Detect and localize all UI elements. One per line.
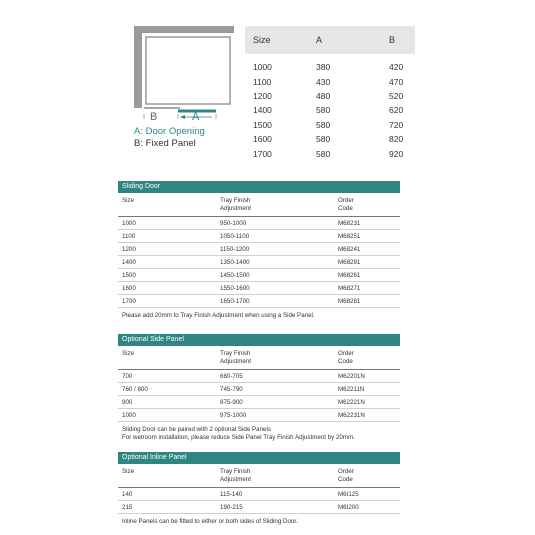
table-row: [118, 256, 400, 269]
table-cell: 420: [389, 62, 404, 73]
shower-tray: [146, 37, 230, 104]
table-cell: 900: [122, 398, 133, 406]
table-cell: 760 / 800: [122, 385, 148, 393]
table-row: [118, 243, 400, 256]
table-cell: 1700: [122, 297, 136, 305]
table-cell: M68251: [338, 232, 361, 240]
table-row: [118, 488, 400, 501]
note-line: For wetroom installation, please reduce Side Panel Tray Finish Adjustment by 20mm.: [122, 434, 355, 441]
section-title: Sliding Door: [118, 181, 400, 193]
table-cell: 875-900: [220, 398, 243, 406]
table-row: [245, 118, 415, 132]
section-title: Optional Inline Panel: [118, 452, 400, 464]
table-cell: 430: [316, 76, 331, 87]
table-body: [118, 370, 400, 422]
table-cell: 720: [389, 119, 404, 130]
column-header: B: [389, 35, 396, 45]
table-row: [118, 295, 400, 308]
table-cell: 1100: [122, 232, 136, 240]
table-cell: 745-790: [220, 385, 243, 393]
column-headers: [118, 464, 400, 488]
table-cell: 950-1000: [220, 219, 247, 227]
shower-diagram: [120, 22, 240, 152]
label-b: B: [150, 111, 158, 123]
table-cell: 1200: [253, 90, 272, 101]
column-headers: [118, 193, 400, 217]
table-row: [118, 282, 400, 295]
table-row: [118, 501, 400, 514]
table-cell: 580: [316, 134, 331, 145]
enclosure-drawing: [120, 22, 240, 152]
table-cell: 480: [316, 90, 331, 101]
table-row: [118, 409, 400, 422]
arrow-head-icon: [180, 115, 185, 119]
table-cell: 1600: [122, 284, 136, 292]
table-cell: 1100: [253, 76, 272, 87]
table-cell: 1500: [253, 119, 272, 130]
table-cell: M68261: [338, 271, 361, 279]
table-cell: 380: [316, 62, 331, 73]
table-cell: 1550-1600: [220, 284, 250, 292]
table-cell: 1350-1400: [220, 258, 250, 266]
table-cell: M68231: [338, 219, 361, 227]
table-cell: 1000: [253, 62, 272, 73]
label-a: A: [192, 111, 200, 123]
sliding-door-table: [118, 181, 400, 320]
table-cell: 215: [122, 503, 133, 511]
table-cell: 470: [389, 76, 404, 87]
back-wall: [134, 26, 234, 33]
table-row: [245, 146, 415, 160]
table-cell: 580: [316, 119, 331, 130]
table-cell: 1050-1100: [220, 232, 250, 240]
table-cell: M62231N: [338, 411, 365, 419]
table-row: [245, 74, 415, 88]
column-header: Size: [122, 468, 135, 475]
legend-door-opening: A: Door Opening: [134, 126, 205, 137]
column-header: Order Code: [338, 350, 354, 365]
inline-panel-table: [118, 452, 400, 526]
table-cell: M68241: [338, 245, 361, 253]
table-body: [118, 217, 400, 308]
table-cell: 1700: [253, 148, 272, 159]
table-cell: 580: [316, 148, 331, 159]
table-notes: [118, 422, 400, 442]
column-header: Size: [253, 35, 271, 45]
table-row: [245, 103, 415, 117]
table-cell: 1400: [122, 258, 136, 266]
table-cell: 140: [122, 490, 133, 498]
table-notes: [118, 514, 400, 526]
column-headers: [118, 346, 400, 370]
table-cell: 1000: [122, 219, 136, 227]
table-row: [245, 89, 415, 103]
column-header: Size: [122, 350, 135, 357]
table-cell: 1400: [253, 105, 272, 116]
table-cell: 1600: [253, 134, 272, 145]
table-notes: [118, 308, 400, 320]
dimensions-header: [245, 26, 415, 54]
column-header: Size: [122, 197, 135, 204]
column-header: Order Code: [338, 468, 354, 483]
note-line: Inline Panels can be fitted to either or both sides of Sliding Door.: [122, 518, 298, 525]
table-row: [245, 60, 415, 74]
table-cell: 115-140: [220, 490, 243, 498]
table-cell: 1200: [122, 245, 136, 253]
table-cell: 580: [316, 105, 331, 116]
table-cell: M6I125: [338, 490, 359, 498]
dimensions-rows: [245, 60, 415, 161]
table-cell: 920: [389, 148, 404, 159]
table-cell: M68291: [338, 258, 361, 266]
table-cell: 520: [389, 90, 404, 101]
column-header: Tray Finish Adjustment: [220, 468, 251, 483]
table-cell: M68281: [338, 297, 361, 305]
table-row: [118, 396, 400, 409]
column-header: Tray Finish Adjustment: [220, 197, 251, 212]
table-cell: 1450-1500: [220, 271, 250, 279]
table-row: [118, 383, 400, 396]
table-cell: M62211N: [338, 385, 365, 393]
table-cell: M62201N: [338, 372, 365, 380]
table-cell: 1000: [122, 411, 136, 419]
table-cell: 680-705: [220, 372, 243, 380]
note-line: Sliding Door can be paired with 2 optional Side Panels: [122, 426, 271, 433]
table-row: [118, 269, 400, 282]
table-cell: 620: [389, 105, 404, 116]
dimensions-table: [245, 26, 415, 161]
table-cell: 1500: [122, 271, 136, 279]
side-panel-table: [118, 334, 400, 442]
table-row: [118, 370, 400, 383]
left-wall: [134, 26, 142, 108]
table-cell: 1650-1700: [220, 297, 250, 305]
table-cell: M62221N: [338, 398, 365, 406]
section-title: Optional Side Panel: [118, 334, 400, 346]
table-row: [245, 132, 415, 146]
table-cell: 1150-1200: [220, 245, 250, 253]
table-cell: M68271: [338, 284, 361, 292]
table-body: [118, 488, 400, 514]
column-header: Tray Finish Adjustment: [220, 350, 251, 365]
note-line: Please add 20mm to Tray Finish Adjustment when using a Side Panel.: [122, 312, 315, 319]
legend-fixed-panel: B: Fixed Panel: [134, 138, 196, 149]
table-cell: 190-215: [220, 503, 243, 511]
column-header: Order Code: [338, 197, 354, 212]
table-cell: M6I200: [338, 503, 359, 511]
table-row: [118, 217, 400, 230]
table-cell: 700: [122, 372, 133, 380]
column-header: A: [316, 35, 323, 45]
table-cell: 975-1000: [220, 411, 247, 419]
table-cell: 820: [389, 134, 404, 145]
table-row: [118, 230, 400, 243]
